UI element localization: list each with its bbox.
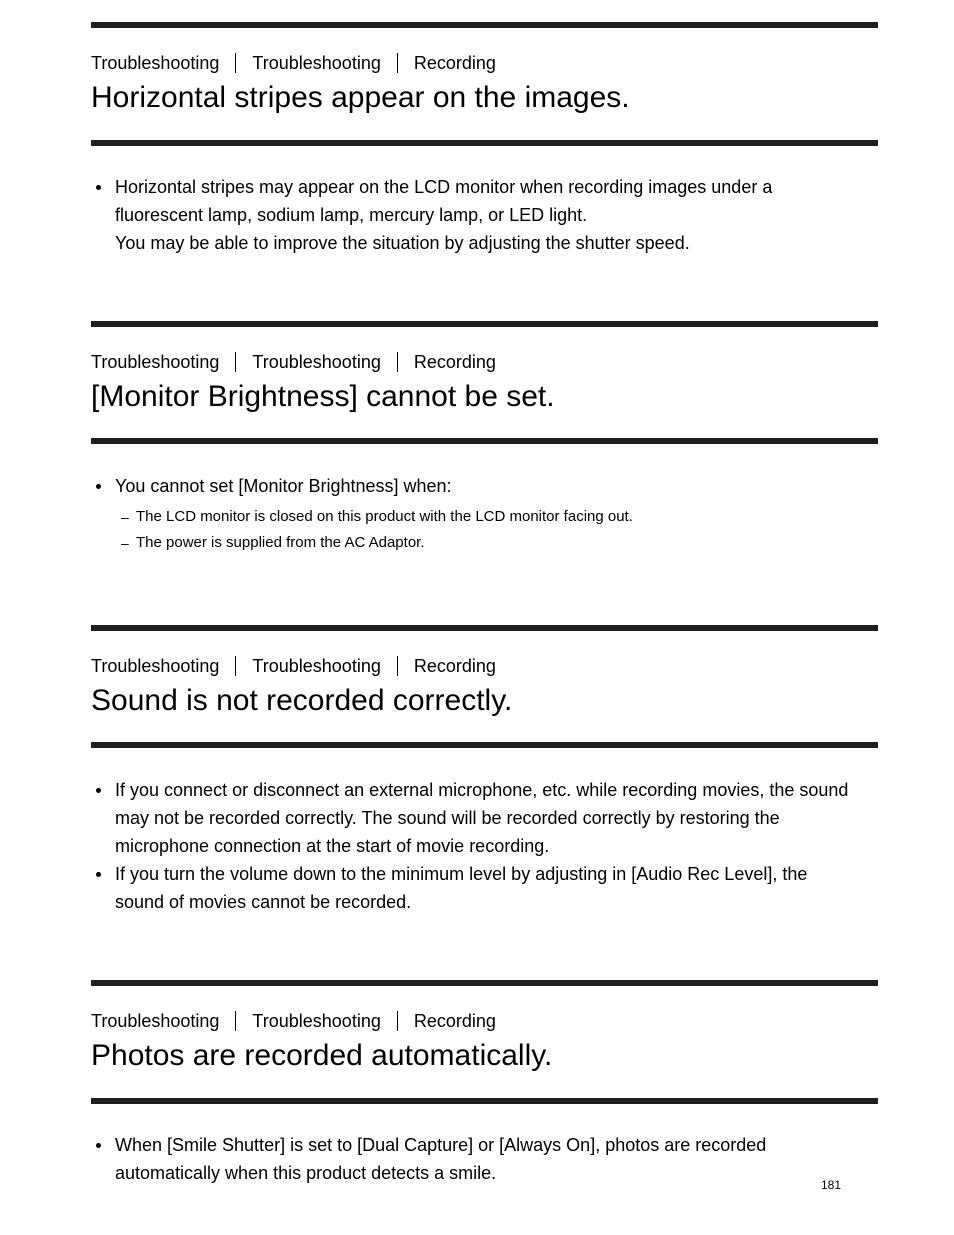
breadcrumb-item[interactable]: Recording: [413, 1011, 496, 1031]
list-item: [91, 776, 878, 860]
breadcrumb-separator: [235, 352, 236, 372]
text-line: may not be recorded correctly. The sound will be recorded correctly by restoring the: [115, 808, 780, 828]
section-monitor-brightness: [91, 321, 878, 551]
section-title: Sound is not recorded correctly.: [91, 684, 513, 717]
list-item: [91, 1131, 878, 1187]
breadcrumb-item[interactable]: Troubleshooting: [91, 53, 220, 73]
breadcrumb-item[interactable]: Troubleshooting: [91, 1011, 220, 1031]
section-horizontal-stripes: [91, 22, 878, 253]
text-line: You cannot set [Monitor Brightness] when:: [115, 476, 452, 496]
breadcrumb-item[interactable]: Troubleshooting: [252, 656, 381, 676]
section-title: Horizontal stripes appear on the images.: [91, 81, 630, 114]
section-title-rule: [91, 438, 878, 444]
section-title-rule: [91, 140, 878, 146]
section-top-rule: [91, 980, 878, 986]
breadcrumb-separator: [235, 53, 236, 73]
breadcrumb: [91, 51, 878, 75]
bullet-list: [91, 472, 878, 556]
section-sound-not-recorded: [91, 625, 878, 912]
text-line: If you connect or disconnect an external microphone, etc. while recording movies, the sound: [115, 780, 849, 800]
text-line: sound of movies cannot be recorded.: [115, 892, 412, 912]
breadcrumb-item[interactable]: Troubleshooting: [91, 352, 220, 372]
sub-list-item: – The power is supplied from the AC Adaptor.: [115, 530, 878, 556]
breadcrumb-item[interactable]: Troubleshooting: [252, 53, 381, 73]
page-number: 181: [821, 1178, 842, 1192]
breadcrumb-separator: [397, 53, 398, 73]
sub-list: [91, 504, 878, 556]
bullet-list: [91, 776, 878, 916]
breadcrumb-item[interactable]: Troubleshooting: [252, 352, 381, 372]
breadcrumb-separator: [235, 656, 236, 676]
breadcrumb-item[interactable]: Recording: [413, 352, 496, 372]
section-photos-recorded-automatically: [91, 980, 878, 1183]
bullet-list: [91, 173, 878, 257]
section-title: Photos are recorded automatically.: [91, 1039, 553, 1072]
text-line: automatically when this product detects a smile.: [115, 1163, 497, 1183]
section-top-rule: [91, 22, 878, 28]
breadcrumb-separator: [397, 1011, 398, 1031]
sub-list-item: – The LCD monitor is closed on this product with the LCD monitor facing out.: [115, 504, 878, 530]
list-item: [91, 472, 878, 556]
breadcrumb-item[interactable]: Troubleshooting: [91, 656, 220, 676]
text-line: microphone connection at the start of movie recording.: [115, 836, 550, 856]
text-line: fluorescent lamp, sodium lamp, mercury lamp, or LED light.: [115, 205, 588, 225]
section-title: [Monitor Brightness] cannot be set.: [91, 380, 555, 413]
text-line: If you turn the volume down to the minimum level by adjusting in [Audio Rec Level], the: [115, 864, 808, 884]
text-line: When [Smile Shutter] is set to [Dual Capture] or [Always On], photos are recorded: [115, 1135, 767, 1155]
text-line: You may be able to improve the situation by adjusting the shutter speed.: [115, 233, 690, 253]
bullet-list: [91, 1131, 878, 1187]
breadcrumb: [91, 350, 878, 374]
text-line: Horizontal stripes may appear on the LCD monitor when recording images under a: [115, 177, 773, 197]
section-title-rule: [91, 742, 878, 748]
section-top-rule: [91, 625, 878, 631]
section-title-rule: [91, 1098, 878, 1104]
breadcrumb-item[interactable]: Troubleshooting: [252, 1011, 381, 1031]
breadcrumb-item[interactable]: Recording: [413, 656, 496, 676]
list-item: [91, 173, 878, 257]
breadcrumb: [91, 1009, 878, 1033]
list-item: [91, 860, 878, 916]
section-top-rule: [91, 321, 878, 327]
breadcrumb-separator: [397, 656, 398, 676]
breadcrumb-separator: [397, 352, 398, 372]
breadcrumb-separator: [235, 1011, 236, 1031]
breadcrumb: [91, 654, 878, 678]
breadcrumb-item[interactable]: Recording: [413, 53, 496, 73]
